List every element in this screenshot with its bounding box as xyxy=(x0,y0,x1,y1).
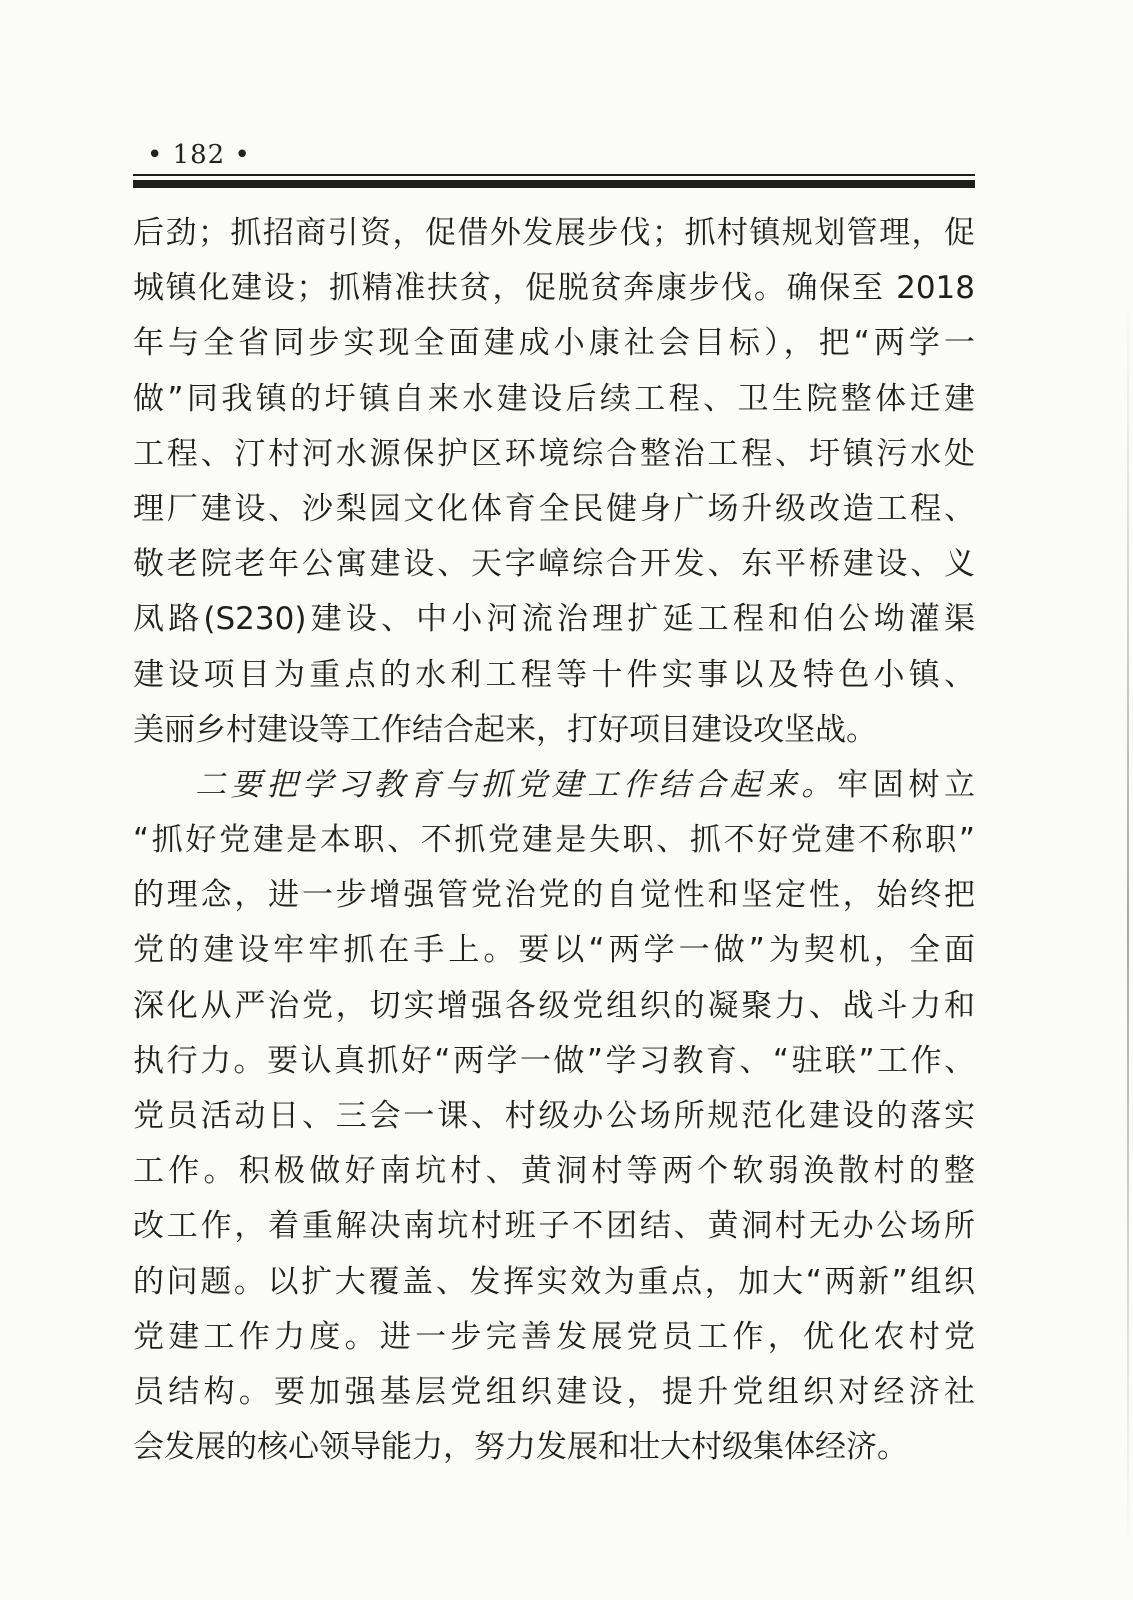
scan-edge-shadow xyxy=(1127,300,1129,1550)
text-line: 改工作，着重解决南坑村班子不团结、黄洞村无办公场所 xyxy=(133,1208,975,1245)
text-line: 理厂建设、沙梨园文化体育全民健身广场升级改造工程、 xyxy=(133,490,975,527)
header-rule-thin xyxy=(133,174,975,176)
text-line: 党建工作力度。进一步完善发展党员工作，优化农村党 xyxy=(133,1318,975,1355)
text-line: 党员活动日、三会一课、村级办公场所规范化建设的落实 xyxy=(133,1098,975,1134)
text-line: 后劲；抓招商引资，促借外发展步伐；抓村镇规划管理，促 xyxy=(133,215,975,251)
text-line: 建设项目为重点的水利工程等十件实事以及特色小镇、 xyxy=(133,656,975,693)
text-line: 的理念，进一步增强管党治党的自觉性和坚定性，始终把 xyxy=(133,877,975,914)
text-line: 深化从严治党，切实增强各级党组织的凝聚力、战斗力和 xyxy=(133,987,975,1024)
paragraph-heading: 二要把学习教育与抓党建工作结合起来。 xyxy=(195,766,837,803)
text-line: 员结构。要加强基层党组织建设，提升党组织对经济社 xyxy=(133,1373,975,1410)
text-line: 会发展的核心领导能力，努力发展和壮大村级集体经济。 xyxy=(133,1429,908,1466)
text-line: 凤路(S230)建设、中小河流治理扩延工程和伯公坳灌渠 xyxy=(133,601,975,638)
text-line: 做”同我镇的圩镇自来水建设后续工程、卫生院整体迁建 xyxy=(133,380,975,417)
text-line: 城镇化建设；抓精准扶贫，促脱贫奔康步伐。确保至 2018 xyxy=(133,270,975,307)
text-line: 工作。积极做好南坑村、黄洞村等两个软弱涣散村的整 xyxy=(133,1153,975,1190)
paragraph-1 xyxy=(133,206,975,758)
header-rule-thick xyxy=(133,180,975,188)
text-line: 年与全省同步实现全面建成小康社会目标），把“两学一 xyxy=(133,325,975,362)
text-line: 党的建设牢牢抓在手上。要以“两学一做”为契机，全面 xyxy=(133,932,975,969)
text-line: 的问题。以扩大覆盖、发挥实效为重点，加大“两新”组织 xyxy=(133,1263,975,1300)
text-line: 工程、汀村河水源保护区环境综合整治工程、圩镇污水处 xyxy=(133,435,975,472)
page-header xyxy=(133,140,975,196)
text-fragment: 牢固树立 xyxy=(837,766,975,803)
text-line: 敬老院老年公寓建设、天字嶂综合开发、东平桥建设、义 xyxy=(133,546,975,583)
text-line: “抓好党建是本职、不抓党建是失职、抓不好党建不称职” xyxy=(133,822,975,859)
text-line: 美丽乡村建设等工作结合起来，打好项目建设攻坚战。 xyxy=(133,711,877,748)
text-line: 执行力。要认真抓好“两学一做”学习教育、“驻联”工作、 xyxy=(133,1042,975,1079)
page-number: • 182 • xyxy=(147,140,251,170)
body-text xyxy=(133,206,975,1475)
paragraph-2 xyxy=(133,758,975,1475)
paragraph-first-line xyxy=(133,758,975,813)
